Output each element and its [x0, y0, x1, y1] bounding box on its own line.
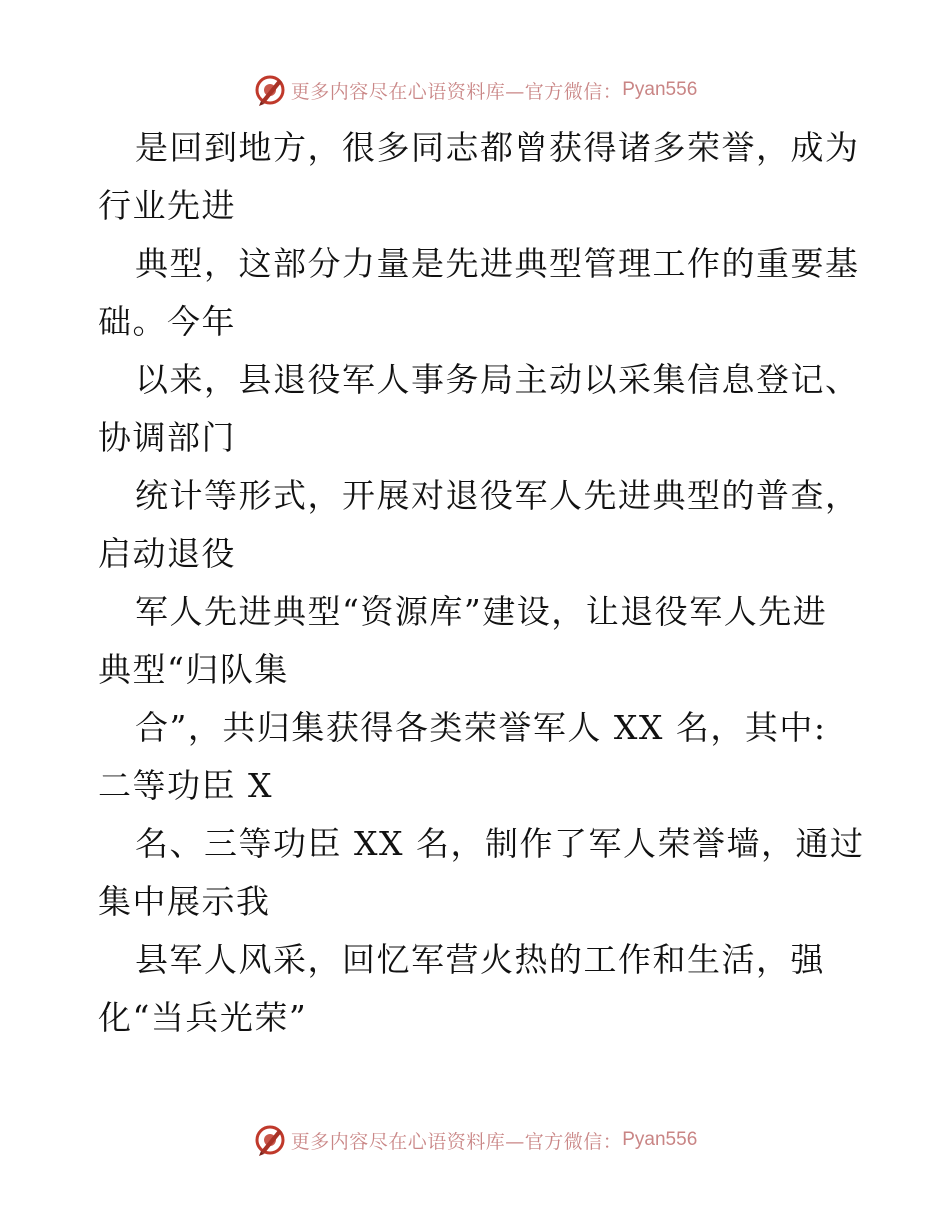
footer-banner-text: 更多内容尽在心语资料库—官方微信： — [290, 1130, 623, 1153]
body-line: 以来，县退役军人事务局主动以采集信息登记、 — [135, 360, 860, 399]
body-line: 典型，这部分力量是先进典型管理工作的重要基 — [135, 244, 860, 283]
body-line: 协调部门 — [98, 418, 236, 457]
footer-banner-code: Pyan556 — [622, 1129, 698, 1150]
body-line: 名、三等功臣 XX 名，制作了军人荣誉墙，通过 — [135, 824, 865, 863]
pen-logo-icon — [253, 73, 287, 107]
body-line: 是回到地方，很多同志都曾获得诸多荣誉，成为 — [135, 128, 860, 167]
pen-logo-icon — [253, 1123, 287, 1157]
body-line: 行业先进 — [98, 186, 236, 225]
body-line: 统计等形式，开展对退役军人先进典型的普查， — [135, 476, 860, 515]
header-banner-code: Pyan556 — [622, 79, 698, 100]
footer-banner — [0, 1120, 950, 1160]
body-line: 县军人风采，回忆军营火热的工作和生活，强 — [135, 940, 825, 979]
header-banner — [0, 70, 950, 110]
body-line: 启动退役 — [98, 534, 236, 573]
body-line: 化“当兵光荣” — [98, 998, 308, 1037]
body-line: 军人先进典型“资源库”建设，让退役军人先进 — [135, 592, 828, 631]
body-line: 二等功臣 X — [98, 766, 273, 805]
body-line: 典型“归队集 — [98, 650, 289, 689]
body-line: 础。今年 — [98, 302, 236, 341]
body-line: 集中展示我 — [98, 882, 271, 921]
header-banner-text: 更多内容尽在心语资料库—官方微信： — [290, 80, 623, 103]
body-line: 合”，共归集获得各类荣誉军人 XX 名，其中: — [135, 708, 827, 747]
